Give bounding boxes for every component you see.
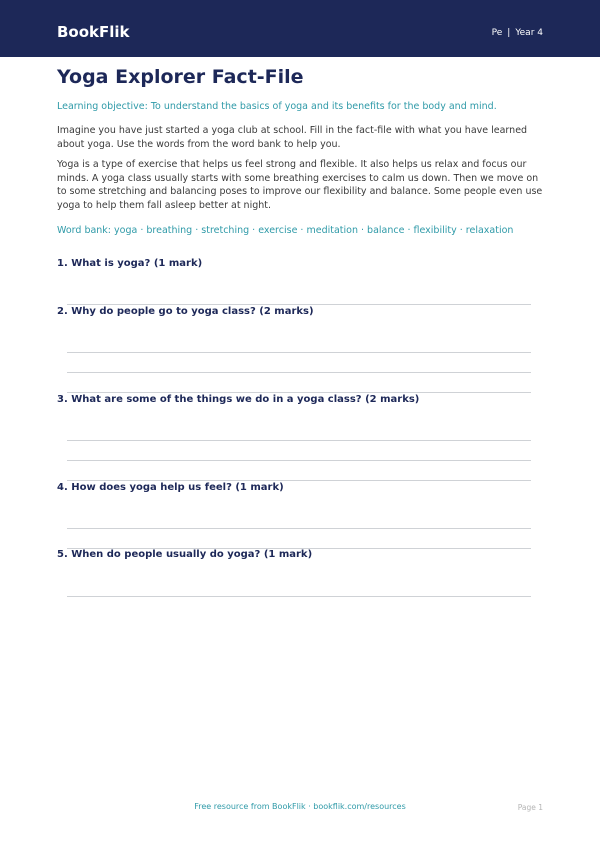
question-3: 3. What are some of the things we do in a yoga class? (2 marks) (57, 394, 420, 405)
meta-separator: | (507, 28, 511, 38)
header-bar (0, 0, 600, 57)
footer-credit: Free resource from BookFlik · bookflik.com/resources (194, 802, 406, 811)
yoga-description-paragraph: Yoga is a type of exercise that helps us feel strong and flexible. It also helps us relax and focus our minds. A yoga class usually starts with some breathing exercises to calm us down. Then we move on to some stretching and balancing poses to improve our flexibility and balance. Some people even use yoga to help them fall asleep better at night. (57, 159, 543, 211)
page-title: Yoga Explorer Fact-File (57, 66, 304, 88)
question-4: 4. How does yoga help us feel? (1 mark) (57, 482, 284, 493)
year-label: Year 4 (515, 28, 543, 38)
answer-line[interactable] (67, 440, 531, 441)
subject-label: Pe (491, 28, 503, 38)
brand-logo-text: BookFlik (57, 23, 130, 41)
question-2: 2. Why do people go to yoga class? (2 marks) (57, 306, 314, 317)
answer-line[interactable] (67, 528, 531, 529)
answer-line[interactable] (67, 372, 531, 373)
question-1: 1. What is yoga? (1 mark) (57, 258, 203, 269)
answer-line[interactable] (67, 596, 531, 597)
learning-objective: Learning objective: To understand the basics of yoga and its benefits for the body and mind. (57, 101, 497, 112)
page-number: Page 1 (517, 803, 543, 812)
answer-line[interactable] (67, 352, 531, 353)
subject-year-label (492, 28, 543, 39)
answer-line[interactable] (67, 460, 531, 461)
intro-paragraph: Imagine you have just started a yoga club at school. Fill in the fact-file with what you have learned about yoga. Use the words from the word bank to help you. (57, 125, 528, 150)
word-bank: Word bank: yoga · breathing · stretching · exercise · meditation · balance · flexibility · relaxation (57, 225, 514, 236)
question-5: 5. When do people usually do yoga? (1 mark) (57, 549, 313, 560)
